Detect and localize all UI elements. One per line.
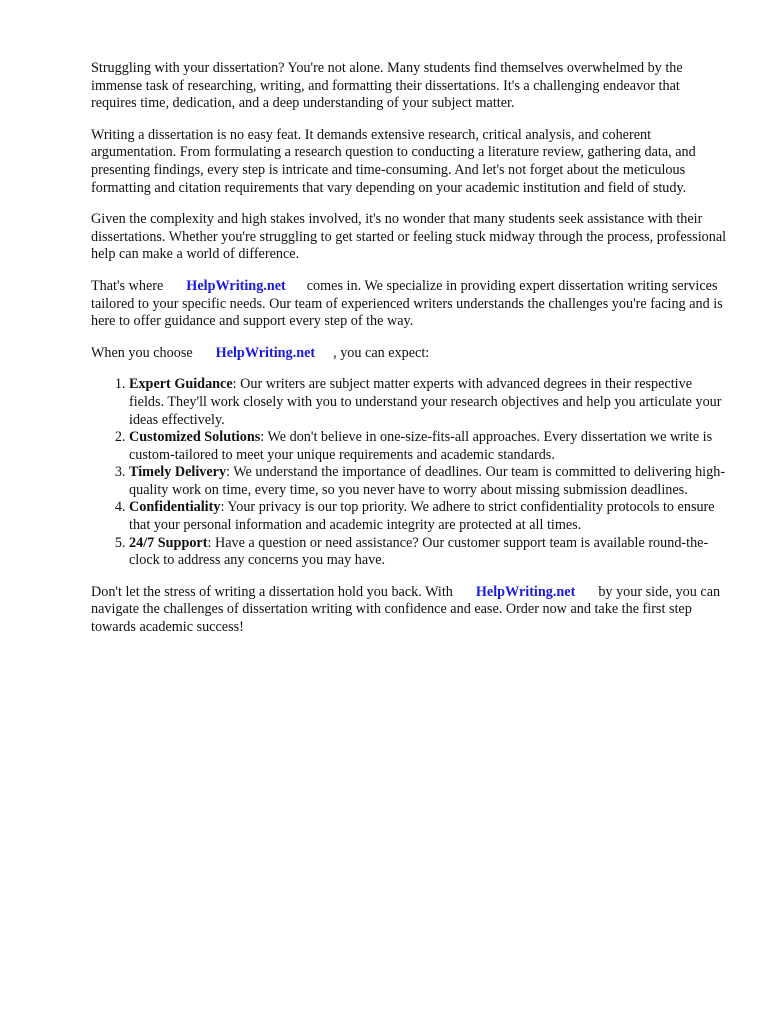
list-item <box>129 535 727 570</box>
helpwriting-link-2[interactable]: HelpWriting.net <box>215 344 316 361</box>
feature-term: Expert Guidance <box>129 376 233 393</box>
closing-text-after: by your side, you can navigate the challenges of dissertation writing with confidence and ease. Order now and take the first step towards academic success! <box>91 583 721 636</box>
feature-description: We understand the importance of deadlines. Our team is committed to delivering high-quality work on time, every time, so you never have to worry about missing submission deadlines. <box>129 464 726 498</box>
feature-term: Timely Delivery <box>129 464 227 481</box>
closing-paragraph <box>91 584 727 637</box>
feature-separator: : <box>220 499 225 516</box>
feature-separator: : <box>260 429 265 446</box>
intro-paragraph-1: Struggling with your dissertation? You're not alone. Many students find themselves overwhelmed by the immense task of researching, writing, and formatting their dissertations. It's a challenging endeavor that requires time, dedication, and a deep understanding of your subject matter. <box>91 60 683 112</box>
expect-text-before: When you choose <box>91 344 193 361</box>
expect-paragraph <box>91 345 727 363</box>
helpwriting-link-3[interactable]: HelpWriting.net <box>475 583 576 600</box>
list-item <box>129 499 727 534</box>
service-text-before: That's where <box>91 277 164 294</box>
feature-separator: : <box>226 464 231 481</box>
features-list <box>91 376 727 570</box>
list-item <box>129 429 727 464</box>
feature-description: Our writers are subject matter experts with advanced degrees in their respective fields. They'll work closely with you to understand your research objectives and help you articulate your ideas effectively. <box>129 376 722 428</box>
intro-paragraph-3: Given the complexity and high stakes involved, it's no wonder that many students seek assistance with their dissertations. Whether you're struggling to get started or feeling stuck midway through the process, professional help can make a world of difference. <box>91 211 727 263</box>
feature-separator: : <box>232 376 237 393</box>
expect-text-after: , you can expect: <box>333 344 430 361</box>
closing-text-before: Don't let the stress of writing a dissertation hold you back. With <box>91 583 453 600</box>
list-item <box>129 376 727 429</box>
list-item <box>129 464 727 499</box>
document-body <box>91 60 727 651</box>
feature-term: 24/7 Support <box>129 534 208 551</box>
feature-term: Confidentiality <box>129 499 221 516</box>
feature-term: Customized Solutions <box>129 429 261 446</box>
service-paragraph <box>91 278 727 331</box>
feature-separator: : <box>207 534 212 551</box>
intro-paragraph-2: Writing a dissertation is no easy feat. It demands extensive research, critical analysis, and coherent argumentation. From formulating a research question to conducting a literature review, gathering data, and presenting findings, every step is intricate and time-consuming. And let's not forget about the meticulous formatting and citation requirements that vary depending on your academic institution and field of study. <box>91 126 696 196</box>
feature-description: Have a question or need assistance? Our customer support team is available round-the-clock to address any concerns you may have. <box>129 534 709 569</box>
feature-description: We don't believe in one-size-fits-all approaches. Every dissertation we write is custom-tailored to meet your unique requirements and academic standards. <box>129 429 713 463</box>
service-text-after: comes in. We specialize in providing expert dissertation writing services tailored to your specific needs. Our team of experienced writers understands the challenges you're facing and is here to offer guidance and support every step of the way. <box>91 277 723 330</box>
helpwriting-link-1[interactable]: HelpWriting.net <box>186 277 286 294</box>
feature-description: Your privacy is our top priority. We adhere to strict confidentiality protocols to ensure that your personal information and academic integrity are protected at all times. <box>129 499 715 534</box>
